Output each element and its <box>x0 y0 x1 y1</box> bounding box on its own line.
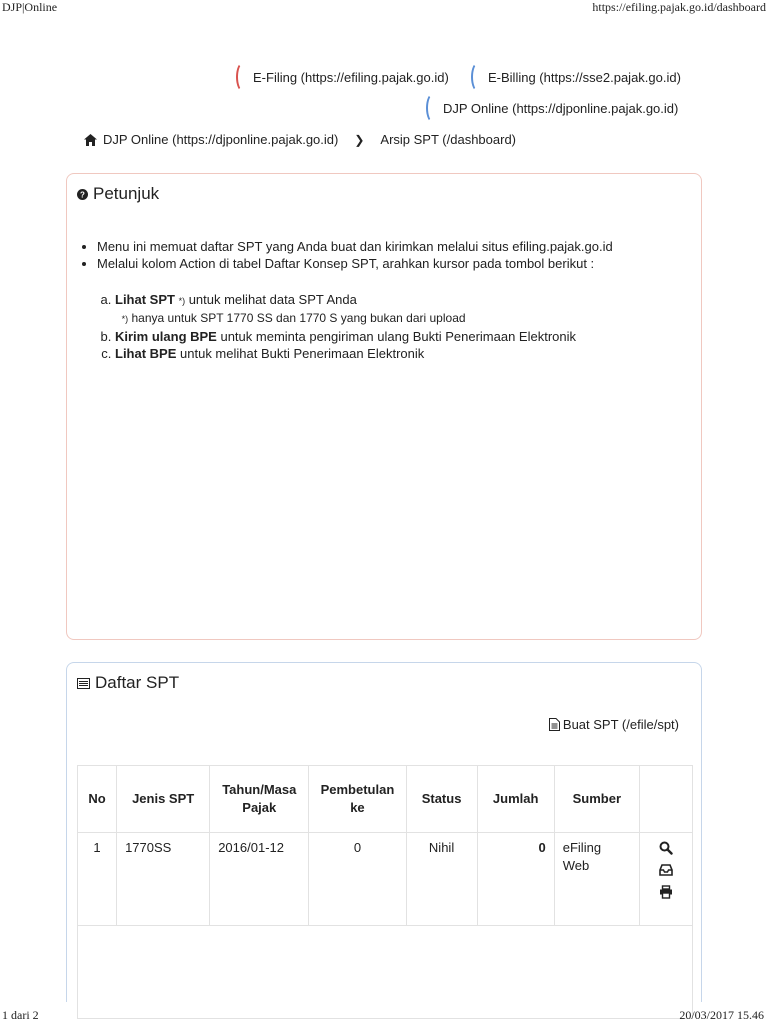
daftar-spt-table <box>77 765 693 1019</box>
print-header-url: https://efiling.pajak.go.id/dashboard <box>592 0 766 14</box>
table-header-row <box>78 766 693 833</box>
buat-spt-label: Buat SPT (/efile/spt) <box>562 717 679 732</box>
cell-no: 1 <box>78 833 117 926</box>
daftar-title <box>77 673 179 693</box>
header-status: Status <box>406 766 477 833</box>
step-bold-label: Lihat SPT <box>115 292 175 307</box>
inbox-icon[interactable] <box>659 863 673 877</box>
header-action <box>639 766 692 833</box>
breadcrumb-home-link[interactable]: DJP Online (https://djponline.pajak.go.id) <box>103 132 339 147</box>
header-tahun-masa-pajak: Tahun/Masa Pajak <box>210 766 309 833</box>
home-icon <box>84 134 97 146</box>
question-circle-icon <box>77 189 88 200</box>
print-header-title: DJP|Online <box>2 0 58 14</box>
ebilling-link[interactable]: E-Billing (https://sse2.pajak.go.id) <box>488 70 681 85</box>
header-pembetulan: Pembetulan ke <box>309 766 406 833</box>
step-bold-label: Lihat BPE <box>115 346 177 361</box>
petunjuk-title <box>77 184 159 204</box>
step-note <box>115 310 576 328</box>
daftar-spt-panel <box>66 662 702 1002</box>
step-note-marker: *) <box>178 296 186 306</box>
list-item <box>115 291 576 328</box>
efiling-arc-decoration <box>236 62 250 92</box>
ebilling-arc-decoration <box>471 62 485 92</box>
list-alt-icon <box>77 678 90 689</box>
list-item: • Menu ini memuat daftar SPT yang Anda buat dan kirimkan melalui situs efiling.pajak.go.id <box>97 238 613 255</box>
print-footer-page: 1 dari 2 <box>2 1008 39 1022</box>
table-row <box>78 833 693 926</box>
djponline-arc-decoration <box>426 93 440 123</box>
step-text: untuk melihat data SPT Anda <box>185 292 357 307</box>
petunjuk-panel <box>66 173 702 640</box>
print-icon[interactable] <box>659 885 673 899</box>
svg-text:?: ? <box>80 190 85 199</box>
step-bold-label: Kirim ulang BPE <box>115 329 217 344</box>
daftar-title-text: Daftar SPT <box>95 673 180 692</box>
list-item <box>115 328 576 345</box>
header-no: No <box>78 766 117 833</box>
breadcrumb-current-link[interactable]: Arsip SPT (/dashboard) <box>380 132 517 147</box>
note-text: hanya untuk SPT 1770 SS dan 1770 S yang bukan dari upload <box>128 311 466 325</box>
cell-pembetulan: 0 <box>309 833 406 926</box>
petunjuk-bullets <box>83 238 613 272</box>
note-marker: *) <box>121 314 129 324</box>
file-icon <box>549 718 560 731</box>
cell-jumlah: 0 <box>477 833 554 926</box>
table-empty-area <box>78 926 693 1019</box>
list-item: • Melalui kolom Action di tabel Daftar Konsep SPT, arahkan kursor pada tombol berikut : <box>97 255 613 272</box>
buat-spt-button[interactable] <box>549 717 679 732</box>
header-jumlah: Jumlah <box>477 766 554 833</box>
step-text: untuk melihat Bukti Penerimaan Elektronik <box>176 346 425 361</box>
petunjuk-title-text: Petunjuk <box>93 184 160 203</box>
search-icon[interactable] <box>659 841 673 855</box>
empty-cell <box>78 926 693 1019</box>
cell-sumber: eFiling Web <box>554 833 639 926</box>
print-footer-datetime: 20/03/2017 15.46 <box>679 1008 764 1022</box>
step-text: untuk meminta pengiriman ulang Bukti Penerimaan Elektronik <box>216 329 576 344</box>
djponline-link[interactable]: DJP Online (https://djponline.pajak.go.id) <box>443 101 679 116</box>
breadcrumb <box>84 132 516 147</box>
list-item <box>115 345 576 362</box>
cell-jenis-spt: 1770SS <box>117 833 210 926</box>
petunjuk-steps <box>103 291 576 362</box>
cell-tahun-masa-pajak: 2016/01-12 <box>210 833 309 926</box>
efiling-link[interactable]: E-Filing (https://efiling.pajak.go.id) <box>253 70 449 85</box>
chevron-right-icon: ❯ <box>354 132 365 147</box>
cell-status: Nihil <box>406 833 477 926</box>
cell-actions <box>639 833 692 926</box>
header-sumber: Sumber <box>554 766 639 833</box>
header-jenis-spt: Jenis SPT <box>117 766 210 833</box>
